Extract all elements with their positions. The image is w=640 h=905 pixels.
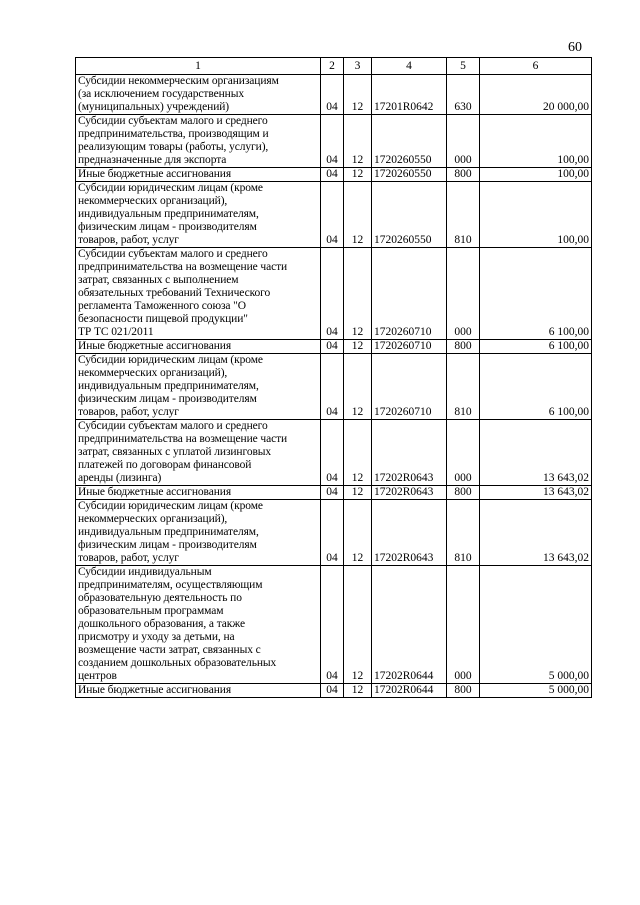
table-row — [76, 75, 592, 115]
row-expense-type: 000 — [447, 420, 480, 486]
table-header-row — [76, 58, 592, 75]
row-target-code: 17201R0642 — [372, 75, 447, 115]
row-section: 04 — [321, 354, 344, 420]
row-target-code: 1720260550 — [372, 115, 447, 168]
table-row — [76, 168, 592, 182]
row-expense-type: 810 — [447, 354, 480, 420]
row-subsection: 12 — [344, 486, 372, 500]
row-name: Субсидии некоммерческим организациям (за исключением государственных (муниципальных) учреждений) — [76, 75, 321, 115]
row-section: 04 — [321, 115, 344, 168]
column-header-5: 5 — [447, 58, 480, 75]
row-name: Субсидии субъектам малого и среднего предпринимательства на возмещение части затрат, связанных с уплатой лизинговых платежей по договорам финансовой аренды (лизинга) — [76, 420, 321, 486]
row-expense-type: 000 — [447, 566, 480, 684]
row-section: 04 — [321, 420, 344, 486]
row-subsection: 12 — [344, 115, 372, 168]
row-amount: 5 000,00 — [480, 684, 592, 698]
table-row — [76, 340, 592, 354]
column-header-6: 6 — [480, 58, 592, 75]
row-target-code: 17202R0644 — [372, 684, 447, 698]
row-target-code: 17202R0643 — [372, 420, 447, 486]
table-row — [76, 420, 592, 486]
table-row — [76, 115, 592, 168]
row-amount: 5 000,00 — [480, 566, 592, 684]
row-target-code: 17202R0643 — [372, 486, 447, 500]
budget-table — [75, 57, 592, 698]
row-amount: 6 100,00 — [480, 248, 592, 340]
row-section: 04 — [321, 684, 344, 698]
row-amount: 6 100,00 — [480, 340, 592, 354]
row-name: Субсидии юридическим лицам (кроме некоммерческих организаций), индивидуальным предпринимателям, физическим лицам - производителям товаров, работ, услуг — [76, 354, 321, 420]
row-section: 04 — [321, 75, 344, 115]
row-amount: 13 643,02 — [480, 486, 592, 500]
row-name: Иные бюджетные ассигнования — [76, 486, 321, 500]
row-subsection: 12 — [344, 248, 372, 340]
column-header-4: 4 — [372, 58, 447, 75]
row-name: Субсидии индивидуальным предпринимателям, осуществляющим образовательную деятельность по образовательным программам дошкольного образования, а также присмотру и уходу за детьми, на возмещение части затрат, связанных с созданием дошкольных образовательных центров — [76, 566, 321, 684]
row-target-code: 17202R0644 — [372, 566, 447, 684]
table-row — [76, 566, 592, 684]
row-subsection: 12 — [344, 168, 372, 182]
row-amount: 13 643,02 — [480, 500, 592, 566]
row-expense-type: 800 — [447, 168, 480, 182]
row-section: 04 — [321, 182, 344, 248]
row-expense-type: 810 — [447, 500, 480, 566]
row-amount: 13 643,02 — [480, 420, 592, 486]
table-row — [76, 486, 592, 500]
row-target-code: 1720260710 — [372, 340, 447, 354]
row-target-code: 1720260710 — [372, 354, 447, 420]
row-target-code: 1720260550 — [372, 168, 447, 182]
column-header-1: 1 — [76, 58, 321, 75]
row-name: Субсидии юридическим лицам (кроме некоммерческих организаций), индивидуальным предпринимателям, физическим лицам - производителям товаров, работ, услуг — [76, 500, 321, 566]
row-subsection: 12 — [344, 566, 372, 684]
row-name: Иные бюджетные ассигнования — [76, 684, 321, 698]
table-row — [76, 354, 592, 420]
row-expense-type: 800 — [447, 486, 480, 500]
row-amount: 100,00 — [480, 182, 592, 248]
row-subsection: 12 — [344, 500, 372, 566]
row-target-code: 1720260710 — [372, 248, 447, 340]
row-name: Субсидии субъектам малого и среднего предпринимательства на возмещение части затрат, связанных с выполнением обязательных требований Технического регламента Таможенного союза "О безопасности пищевой продукции" ТР ТС 021/2011 — [76, 248, 321, 340]
row-expense-type: 810 — [447, 182, 480, 248]
row-section: 04 — [321, 486, 344, 500]
column-header-2: 2 — [321, 58, 344, 75]
row-amount: 20 000,00 — [480, 75, 592, 115]
row-expense-type: 000 — [447, 248, 480, 340]
row-amount: 6 100,00 — [480, 354, 592, 420]
row-expense-type: 800 — [447, 340, 480, 354]
row-name: Субсидии субъектам малого и среднего предпринимательства, производящим и реализующим товары (работы, услуги), предназначенные для экспорта — [76, 115, 321, 168]
table-row — [76, 500, 592, 566]
row-target-code: 17202R0643 — [372, 500, 447, 566]
row-expense-type: 630 — [447, 75, 480, 115]
row-amount: 100,00 — [480, 115, 592, 168]
row-subsection: 12 — [344, 182, 372, 248]
row-name: Иные бюджетные ассигнования — [76, 340, 321, 354]
row-section: 04 — [321, 566, 344, 684]
page-number: 60 — [568, 40, 582, 55]
table-row — [76, 182, 592, 248]
row-section: 04 — [321, 248, 344, 340]
table-row — [76, 684, 592, 698]
row-expense-type: 000 — [447, 115, 480, 168]
table-row — [76, 248, 592, 340]
row-subsection: 12 — [344, 340, 372, 354]
row-subsection: 12 — [344, 420, 372, 486]
row-expense-type: 800 — [447, 684, 480, 698]
row-name: Иные бюджетные ассигнования — [76, 168, 321, 182]
row-section: 04 — [321, 340, 344, 354]
row-subsection: 12 — [344, 354, 372, 420]
row-target-code: 1720260550 — [372, 182, 447, 248]
column-header-3: 3 — [344, 58, 372, 75]
row-section: 04 — [321, 500, 344, 566]
row-name: Субсидии юридическим лицам (кроме некоммерческих организаций), индивидуальным предпринимателям, физическим лицам - производителям товаров, работ, услуг — [76, 182, 321, 248]
table-body — [76, 75, 592, 698]
row-subsection: 12 — [344, 75, 372, 115]
row-amount: 100,00 — [480, 168, 592, 182]
row-section: 04 — [321, 168, 344, 182]
row-subsection: 12 — [344, 684, 372, 698]
